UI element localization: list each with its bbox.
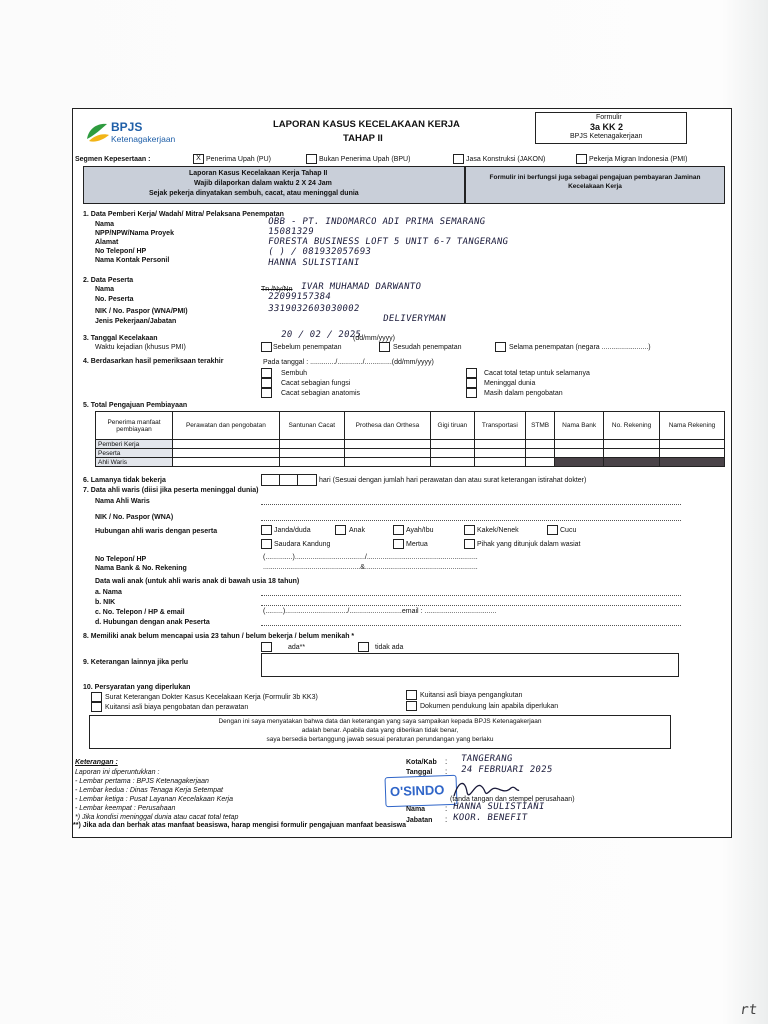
checkbox-anak[interactable] bbox=[335, 525, 346, 535]
s4-cacat-total: Cacat total tetap untuk selamanya bbox=[484, 370, 590, 377]
s5-cell[interactable] bbox=[344, 440, 430, 449]
s7-wali-hubungan: d. Hubungan dengan anak Peserta bbox=[95, 619, 210, 626]
s7-label-hubungan: Hubungan ahli waris dengan peserta bbox=[95, 528, 218, 535]
s5-cell[interactable] bbox=[660, 449, 725, 458]
s8-title: 8. Memiliki anak belum mencapai usia 23 tahun / belum bekerja / belum menikah * bbox=[83, 633, 355, 640]
s5-header: No. Rekening bbox=[604, 412, 660, 440]
s5-cell[interactable] bbox=[660, 440, 725, 449]
s7-title: 7. Data ahli waris (diisi jika peserta meninggal dunia) bbox=[83, 487, 259, 494]
s2-nik-value[interactable]: 3319032603030002 bbox=[267, 304, 361, 314]
s1-nama-value[interactable]: OBB - PT. INDOMARCO ADI PRIMA SEMARANG bbox=[267, 217, 487, 227]
s5-cell[interactable] bbox=[474, 458, 525, 467]
s8-tidak: tidak ada bbox=[375, 644, 404, 651]
banner-right-text: Formulir ini berfungsi juga sebagai pengajuan pembayaran Jaminan Kecelakaan Kerja bbox=[489, 174, 701, 190]
banner-left bbox=[83, 166, 465, 204]
s4-sembuh: Sembuh bbox=[281, 370, 308, 377]
s7-bank-fill[interactable]: ..................................................&.......................................................... bbox=[263, 564, 478, 571]
banner-line-3: Sejak pekerja dinyatakan sembuh, cacat, atau meninggal dunia bbox=[149, 190, 359, 197]
s5-cell[interactable] bbox=[555, 440, 604, 449]
s7-rel-anak: Anak bbox=[349, 527, 365, 534]
s3-opt-selama: Selama penempatan (negara ........................) bbox=[509, 344, 651, 351]
table-row bbox=[96, 440, 725, 449]
s4-meninggal: Meninggal dunia bbox=[484, 380, 536, 387]
segmen-pu: Penerima Upah (PU) bbox=[206, 156, 271, 163]
checkbox-jakon[interactable] bbox=[453, 154, 464, 164]
s5-cell[interactable] bbox=[474, 440, 525, 449]
s9-textbox[interactable] bbox=[261, 653, 679, 677]
s10-surat-dokter: Surat Keterangan Dokter Kasus Kecelakaan Kerja (Formulir 3b KK3) bbox=[105, 694, 318, 701]
s1-label-alamat: Alamat bbox=[95, 239, 119, 246]
checkbox-cucu[interactable] bbox=[547, 525, 558, 535]
sign-kota-label: Kota/Kab bbox=[406, 759, 437, 766]
s5-cell[interactable] bbox=[526, 449, 555, 458]
s5-row-label: Peserta bbox=[96, 449, 173, 458]
sign-colon: : bbox=[445, 767, 448, 776]
s5-cell[interactable] bbox=[279, 440, 344, 449]
notes-footnote-2: **) Jika ada dan berhak atas manfaat beasiswa, harap mengisi formulir pengajuan manfaat beasiswa bbox=[73, 822, 407, 829]
s7-wali-title: Data wali anak (untuk ahli waris anak di bawah usia 18 tahun) bbox=[95, 578, 300, 585]
s6-title: 6. Lamanya tidak bekerja bbox=[83, 477, 166, 484]
s1-label-telepon: No Telepon/ HP bbox=[95, 248, 147, 255]
s5-cell-disabled bbox=[604, 458, 660, 467]
s6-note: hari (Sesuai dengan jumlah hari perawatan dan atau surat keterangan istirahat dokter) bbox=[319, 477, 587, 484]
s7-rel-mertua: Mertua bbox=[406, 541, 428, 548]
s7-label-nik: NIK / No. Paspor (WNA) bbox=[95, 514, 174, 521]
s10-title: 10. Persyaratan yang diperlukan bbox=[83, 684, 191, 691]
notes-title: Keterangan : bbox=[75, 759, 118, 766]
bpjs-logo bbox=[85, 119, 195, 149]
form-code-label: Formulir bbox=[596, 114, 622, 121]
form-title: LAPORAN KASUS KECELAKAAN KERJA bbox=[273, 119, 460, 130]
s5-cell[interactable] bbox=[173, 449, 280, 458]
s8-ada: ada** bbox=[288, 644, 306, 651]
sign-tgl-label: Tanggal bbox=[406, 769, 433, 776]
s6-days-box[interactable] bbox=[261, 474, 317, 486]
s3-date-value[interactable]: 20 / 02 / 2025 bbox=[280, 330, 362, 340]
s5-header: Prothesa dan Orthesa bbox=[344, 412, 430, 440]
corner-mark: rt bbox=[738, 1002, 759, 1018]
s5-table bbox=[95, 411, 725, 467]
checkbox-selama[interactable] bbox=[495, 342, 506, 352]
checkbox-mertua[interactable] bbox=[393, 539, 404, 549]
sign-colon: : bbox=[445, 815, 448, 824]
s7-label-bank: Nama Bank & No. Rekening bbox=[95, 565, 187, 572]
banner-line-2: Wajib dilaporkan dalam waktu 2 X 24 Jam bbox=[194, 180, 332, 187]
s5-header: STMB bbox=[526, 412, 555, 440]
s4-title: 4. Berdasarkan hasil pemeriksaan terakhir bbox=[83, 358, 224, 365]
checkbox-kuitansi-pengobatan[interactable] bbox=[91, 702, 102, 712]
s7-rel-janda: Janda/duda bbox=[274, 527, 311, 534]
s5-cell[interactable] bbox=[344, 449, 430, 458]
s5-cell[interactable] bbox=[431, 458, 475, 467]
declaration-line-2: adalah benar. Apabila data yang diberikan tidak benar, bbox=[301, 727, 459, 734]
s5-cell[interactable] bbox=[431, 440, 475, 449]
s3-opt-sesudah: Sesudah penempatan bbox=[393, 344, 462, 351]
s7-telepon-fill[interactable]: (..............)..................................../......................................................... bbox=[263, 554, 478, 561]
sign-jabatan-label: Jabatan bbox=[406, 817, 433, 824]
sign-colon: : bbox=[445, 804, 448, 813]
s5-cell-disabled bbox=[660, 458, 725, 467]
checkbox-cacat-fungsi[interactable] bbox=[261, 378, 272, 388]
checkbox-meninggal[interactable] bbox=[466, 378, 477, 388]
notes-line-3: - Lembar ketiga : Pusat Layanan Kecelakaan Kerja bbox=[75, 796, 233, 803]
checkbox-ada[interactable] bbox=[261, 642, 272, 652]
s7-rel-kakek: Kakek/Nenek bbox=[477, 527, 519, 534]
s7-wali-nik: b. NIK bbox=[95, 599, 116, 606]
table-row bbox=[96, 449, 725, 458]
s7-label-nama: Nama Ahli Waris bbox=[95, 498, 150, 505]
bpjs-leaf-icon bbox=[85, 121, 111, 145]
company-stamp bbox=[384, 775, 457, 807]
s2-title: 2. Data Peserta bbox=[83, 277, 134, 284]
checkbox-sembuh[interactable] bbox=[261, 368, 272, 378]
form-code: 3a KK 2 bbox=[590, 122, 624, 132]
form-subtitle: TAHAP II bbox=[343, 133, 383, 144]
banner-line-1: Laporan Kasus Kecelakaan Kerja Tahap II bbox=[189, 170, 328, 177]
banner-right bbox=[465, 166, 725, 204]
s7-wali-email-fill[interactable]: (.........)................................/...........................email : ..................................... bbox=[263, 608, 497, 615]
s5-header: Nama Bank bbox=[555, 412, 604, 440]
s5-cell[interactable] bbox=[604, 440, 660, 449]
s7-wali-nama: a. Nama bbox=[95, 589, 122, 596]
s3-sub: Waktu kejadian (khusus PMI) bbox=[95, 344, 186, 351]
s10-dokumen-lain: Dokumen pendukung lain apabila diperlukan bbox=[420, 703, 559, 710]
s5-cell-disabled bbox=[555, 458, 604, 467]
s7-nama-line[interactable] bbox=[261, 504, 681, 505]
s4-pada: Pada tanggal : ............./............./..............(dd/mm/yyyy) bbox=[263, 359, 434, 366]
declaration-line-3: saya bersedia bertanggung jawab sesuai peraturan perundangan yang berlaku bbox=[266, 736, 494, 743]
s5-header: Transportasi bbox=[474, 412, 525, 440]
s7-rel-wasiat: Pihak yang ditunjuk dalam wasiat bbox=[477, 541, 581, 548]
s3-date-format: (dd/mm/yyyy) bbox=[353, 335, 395, 342]
s7-nik-line[interactable] bbox=[261, 520, 681, 521]
s5-header: Gigi tiruan bbox=[431, 412, 475, 440]
s7-wali-telepon: c. No. Telepon / HP & email bbox=[95, 609, 185, 616]
segmen-bpu: Bukan Penerima Upah (BPU) bbox=[319, 156, 411, 163]
s2-nama-value[interactable]: IVAR MUHAMAD DARWANTO bbox=[300, 282, 422, 292]
s1-label-nama: Nama bbox=[95, 221, 115, 228]
s5-header: Penerima manfaat pembiayaan bbox=[96, 412, 173, 440]
sign-nama-label: Nama bbox=[406, 806, 426, 813]
sign-tgl-value[interactable]: 24 FEBRUARI 2025 bbox=[460, 765, 554, 775]
s3-opt-sebelum: Sebelum penempatan bbox=[273, 344, 342, 351]
segmen-label: Segmen Kepesertaan : bbox=[75, 156, 151, 163]
s4-cacat-anatomis: Cacat sebagian anatomis bbox=[281, 390, 360, 397]
checkbox-cacat-total[interactable] bbox=[466, 368, 477, 378]
s7-rel-saudara: Saudara Kandung bbox=[274, 541, 331, 548]
s5-cell[interactable] bbox=[173, 458, 280, 467]
checkbox-kakek[interactable] bbox=[464, 525, 475, 535]
s7-wali-nama-line[interactable] bbox=[261, 595, 681, 596]
checkbox-tidak-ada[interactable] bbox=[358, 642, 369, 652]
declaration-box bbox=[89, 715, 671, 749]
s5-row-label: Ahli Waris bbox=[96, 458, 173, 467]
s7-rel-ayah: Ayah/Ibu bbox=[406, 527, 434, 534]
s5-header: Nama Rekening bbox=[660, 412, 725, 440]
sign-ttd: (tanda tangan dan stempel perusahaan) bbox=[450, 796, 575, 803]
notes-line-4: - Lembar keempat : Perusahaan bbox=[75, 805, 176, 812]
s1-npp-value[interactable]: 15081329 bbox=[267, 227, 315, 237]
segmen-pmi: Pekerja Migran Indonesia (PMI) bbox=[589, 156, 688, 163]
s2-jabatan-value[interactable]: DELIVERYMAN bbox=[382, 314, 447, 324]
checkbox-bpu[interactable] bbox=[306, 154, 317, 164]
s5-header: Santunan Cacat bbox=[279, 412, 344, 440]
table-row bbox=[96, 458, 725, 467]
checkbox-pengobatan[interactable] bbox=[466, 388, 477, 398]
s5-cell[interactable] bbox=[279, 458, 344, 467]
checkbox-sebelum[interactable] bbox=[261, 342, 272, 352]
s2-label-jabatan: Jenis Pekerjaan/Jabatan bbox=[95, 318, 177, 325]
form-owner: BPJS Ketenagakerjaan bbox=[570, 133, 643, 140]
checkbox-cacat-anatomis[interactable] bbox=[261, 388, 272, 398]
notes-line-2: - Lembar kedua : Dinas Tenaga Kerja Setempat bbox=[75, 787, 223, 794]
checkbox-ayah[interactable] bbox=[393, 525, 404, 535]
s5-cell[interactable] bbox=[474, 449, 525, 458]
s1-telepon-value[interactable]: ( ) / 081932057693 bbox=[267, 247, 372, 257]
s5-cell[interactable] bbox=[173, 440, 280, 449]
s7-wali-hubungan-line[interactable] bbox=[261, 625, 681, 626]
s2-label-nik: NIK / No. Paspor (WNA/PMI) bbox=[95, 308, 188, 315]
stamp-text: O'SINDO bbox=[389, 782, 445, 800]
checkbox-dokumen-lain[interactable] bbox=[406, 701, 417, 711]
s5-cell[interactable] bbox=[344, 458, 430, 467]
s1-label-npp: NPP/NPW/Nama Proyek bbox=[95, 230, 174, 237]
sign-nama-value[interactable]: HANNA SULISTIANI bbox=[452, 802, 546, 812]
sign-jabatan-value[interactable]: KOOR. BENEFIT bbox=[452, 813, 529, 823]
s3-title: 3. Tanggal Kecelakaan bbox=[83, 335, 158, 342]
s4-pengobatan: Masih dalam pengobatan bbox=[484, 390, 563, 397]
brand-name: BPJS bbox=[111, 120, 143, 134]
s5-cell[interactable] bbox=[431, 449, 475, 458]
s5-cell[interactable] bbox=[526, 440, 555, 449]
form-code-box bbox=[535, 112, 687, 144]
checkbox-pu[interactable]: X bbox=[193, 154, 204, 164]
s4-cacat-fungsi: Cacat sebagian fungsi bbox=[281, 380, 351, 387]
s2-label-nama: Nama bbox=[95, 286, 115, 293]
brand-sub: Ketenagakerjaan bbox=[111, 134, 176, 144]
segmen-jakon: Jasa Konstruksi (JAKON) bbox=[466, 156, 546, 163]
s1-kontak-value[interactable]: HANNA SULISTIANI bbox=[267, 258, 361, 268]
checkbox-wasiat[interactable] bbox=[464, 539, 475, 549]
checkbox-pmi[interactable] bbox=[576, 154, 587, 164]
sign-kota-value[interactable]: TANGERANG bbox=[460, 754, 514, 764]
form-kk2 bbox=[72, 108, 732, 838]
s9-title: 9. Keterangan lainnya jika perlu bbox=[83, 659, 189, 666]
declaration-line-1: Dengan ini saya menyatakan bahwa data dan keterangan yang saya sampaikan kepada BPJS Ketenagakerjaan bbox=[218, 718, 542, 725]
checkbox-sesudah[interactable] bbox=[379, 342, 390, 352]
checkbox-surat-dokter[interactable] bbox=[91, 692, 102, 702]
s5-cell[interactable] bbox=[279, 449, 344, 458]
s10-kuitansi-angkut: Kuitansi asli biaya pengangkutan bbox=[420, 692, 523, 699]
s7-label-telepon: No Telepon/ HP bbox=[95, 556, 147, 563]
checkbox-janda[interactable] bbox=[261, 525, 272, 535]
notes-sub: Laporan ini diperuntukkan : bbox=[75, 769, 160, 776]
checkbox-kuitansi-angkut[interactable] bbox=[406, 690, 417, 700]
s1-title: 1. Data Pemberi Kerja/ Wadah/ Mitra/ Pelaksana Penempatan bbox=[83, 211, 284, 218]
s1-label-kontak: Nama Kontak Personil bbox=[95, 257, 170, 264]
notes-line-1: - Lembar pertama : BPJS Ketenagakerjaan bbox=[75, 778, 209, 785]
s5-row-label: Pemberi Kerja bbox=[96, 440, 173, 449]
s5-header: Perawatan dan pengobatan bbox=[173, 412, 280, 440]
s5-cell[interactable] bbox=[555, 449, 604, 458]
s1-alamat-value[interactable]: FORESTA BUSINESS LOFT 5 UNIT 6-7 TANGERANG bbox=[267, 237, 509, 247]
s7-rel-cucu: Cucu bbox=[560, 527, 577, 534]
s5-cell[interactable] bbox=[604, 449, 660, 458]
s2-peserta-value[interactable]: 22099157384 bbox=[267, 292, 332, 302]
sign-colon: : bbox=[445, 757, 448, 766]
notes-footnote-1: *) Jika kondisi meninggal dunia atau cacat total tetap bbox=[75, 814, 239, 821]
s10-kuitansi-pengobatan: Kuitansi asli biaya pengobatan dan perawatan bbox=[105, 704, 249, 711]
s2-label-peserta: No. Peserta bbox=[95, 296, 134, 303]
s5-title: 5. Total Pengajuan Pembiayaan bbox=[83, 402, 188, 409]
checkbox-saudara[interactable] bbox=[261, 539, 272, 549]
s5-cell[interactable] bbox=[526, 458, 555, 467]
s7-wali-nik-line[interactable] bbox=[261, 605, 681, 606]
s2-prefix: Tn /Ny/Nn bbox=[261, 286, 293, 293]
